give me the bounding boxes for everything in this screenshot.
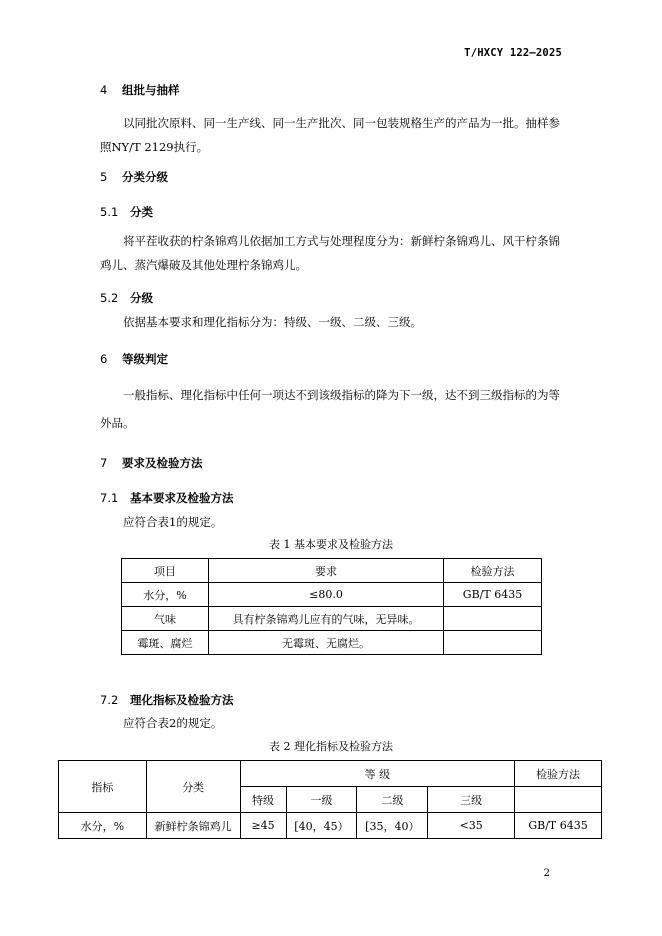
section-4-heading bbox=[100, 82, 180, 98]
table-cell: GB/T 6435 bbox=[515, 813, 602, 839]
paragraph-line: 照NY/T 2129执行。 bbox=[100, 140, 209, 154]
grade-cell: 二级 bbox=[357, 787, 428, 813]
section-number: 4 bbox=[100, 83, 108, 97]
section-title: 基本要求及检验方法 bbox=[130, 491, 234, 505]
section-number: 6 bbox=[100, 352, 108, 366]
grade-cell: 三级 bbox=[428, 787, 515, 813]
section-title: 分级 bbox=[130, 291, 153, 305]
section-5-2-heading bbox=[100, 290, 153, 306]
section-4-paragraph bbox=[100, 111, 564, 159]
section-7-2-paragraph: 应符合表2的规定。 bbox=[123, 716, 223, 730]
page-number: 2 bbox=[543, 868, 550, 879]
table-cell: GB/T 6435 bbox=[444, 583, 542, 607]
table-cell: 具有柠条锦鸡儿应有的气味，无异味。 bbox=[209, 607, 444, 631]
table-cell: 水分，% bbox=[59, 813, 147, 839]
section-5-2-paragraph: 依据基本要求和理化指标分为：特级、一级、二级、三级。 bbox=[123, 315, 422, 329]
table-cell: 无霉斑、无腐烂。 bbox=[209, 631, 444, 655]
table-row bbox=[122, 631, 542, 655]
section-6-paragraph bbox=[100, 383, 564, 435]
table-cell bbox=[444, 631, 542, 655]
table-cell: 水分，% bbox=[122, 583, 209, 607]
section-6-heading bbox=[100, 351, 168, 367]
section-title: 组批与抽样 bbox=[122, 83, 180, 97]
section-7-2-heading bbox=[100, 692, 234, 708]
table-header-cell: 项目 bbox=[122, 559, 209, 583]
table-cell: 新鲜柠条锦鸡儿 bbox=[146, 813, 240, 839]
section-title: 分类 bbox=[130, 205, 153, 219]
table-header-cell: 要求 bbox=[209, 559, 444, 583]
table-header-cell: 检验方法 bbox=[515, 761, 602, 787]
table-row bbox=[122, 607, 542, 631]
table-cell: 霉斑、腐烂 bbox=[122, 631, 209, 655]
table-cell: 气味 bbox=[122, 607, 209, 631]
table-header-row bbox=[59, 761, 602, 787]
section-number: 5.1 bbox=[100, 205, 119, 219]
paragraph-line: 一般指标、理化指标中任何一项达不到该级指标的降为下一级，达不到三级指标的为等 bbox=[123, 388, 560, 402]
section-title: 理化指标及检验方法 bbox=[130, 693, 234, 707]
section-title: 分类分级 bbox=[122, 170, 168, 184]
section-5-1-paragraph bbox=[100, 229, 564, 277]
section-7-1-paragraph: 应符合表1的规定。 bbox=[123, 515, 223, 529]
section-number: 7.2 bbox=[100, 693, 119, 707]
paragraph-line: 将平茬收获的柠条锦鸡儿依据加工方式与处理程度分为：新鲜柠条锦鸡儿、风干柠条锦 bbox=[123, 234, 560, 248]
table-header-row bbox=[122, 559, 542, 583]
paragraph-line: 外品。 bbox=[100, 416, 135, 430]
table-row bbox=[59, 813, 602, 839]
table-header-cell: 分类 bbox=[146, 761, 240, 813]
grade-cell: 一级 bbox=[286, 787, 357, 813]
section-5-1-heading bbox=[100, 204, 153, 220]
section-number: 5.2 bbox=[100, 291, 119, 305]
paragraph-line: 以同批次原料、同一生产线、同一生产批次、同一包装规格生产的产品为一批。抽样参 bbox=[123, 116, 560, 130]
section-5-heading bbox=[100, 169, 168, 185]
section-number: 7 bbox=[100, 456, 108, 470]
table-cell: <35 bbox=[428, 813, 515, 839]
section-7-1-heading bbox=[100, 490, 234, 506]
table-header-cell: 检验方法 bbox=[444, 559, 542, 583]
section-number: 5 bbox=[100, 170, 108, 184]
grade-cell: 特级 bbox=[240, 787, 286, 813]
table-header-cell: 等 级 bbox=[240, 761, 515, 787]
table-cell: [40，45） bbox=[286, 813, 357, 839]
section-number: 7.1 bbox=[100, 491, 119, 505]
table-header-cell: 指标 bbox=[59, 761, 147, 813]
standard-code: T/HXCY 122—2025 bbox=[464, 47, 562, 59]
section-title: 要求及检验方法 bbox=[122, 456, 203, 470]
table-row bbox=[122, 583, 542, 607]
table-cell: [35，40） bbox=[357, 813, 428, 839]
table-cell bbox=[444, 607, 542, 631]
paragraph-line: 鸡儿、蒸汽爆破及其他处理柠条锦鸡儿。 bbox=[100, 258, 307, 272]
table-1 bbox=[121, 558, 542, 655]
table-2 bbox=[58, 760, 602, 839]
section-title: 等级判定 bbox=[122, 352, 168, 366]
table-cell: ≤80.0 bbox=[209, 583, 444, 607]
section-7-heading bbox=[100, 455, 203, 471]
empty-header-cell bbox=[515, 787, 602, 813]
table-1-caption: 表 1 基本要求及检验方法 bbox=[269, 538, 393, 551]
table-cell: ≥45 bbox=[240, 813, 286, 839]
table-2-caption: 表 2 理化指标及检验方法 bbox=[269, 740, 393, 753]
